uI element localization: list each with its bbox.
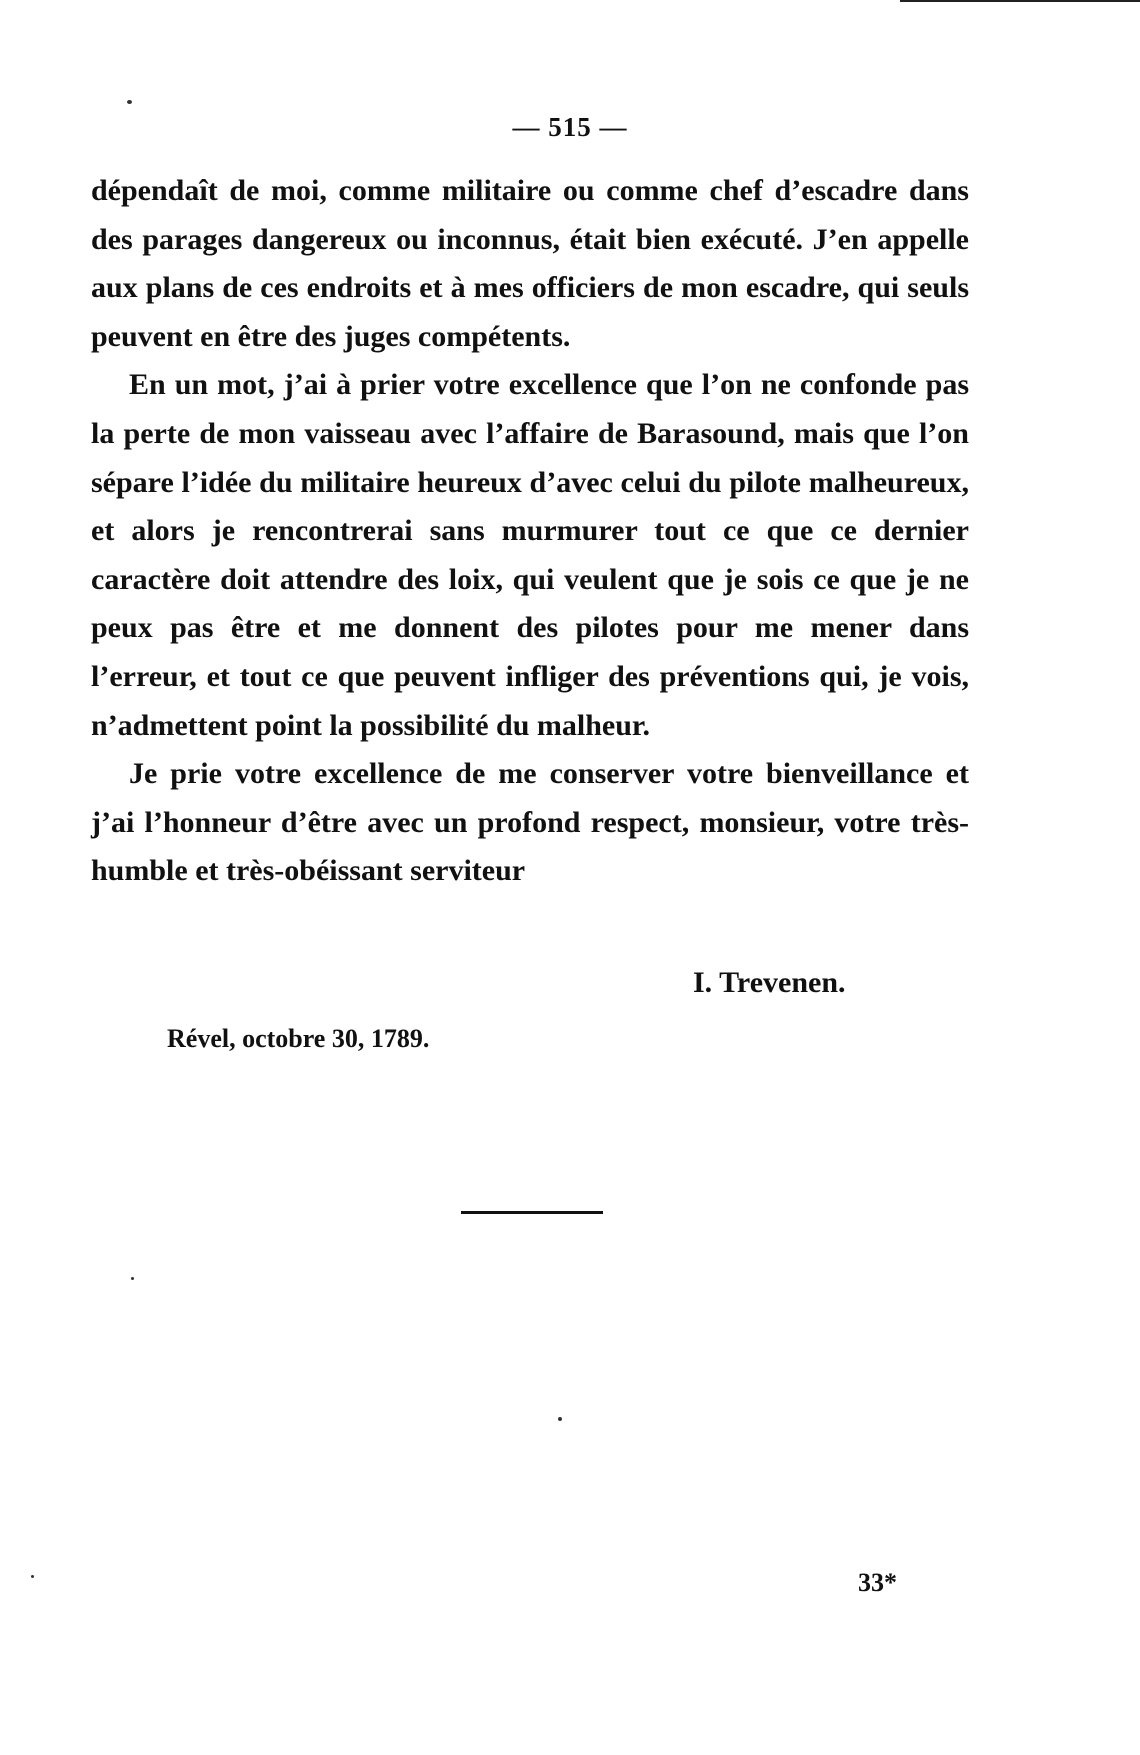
- page-number: — 515 —: [512, 112, 628, 142]
- closing-rule: [461, 1211, 603, 1214]
- letter-body: [91, 167, 969, 896]
- top-edge-rule: [900, 0, 1140, 2]
- printer-signature-mark: 33*: [858, 1568, 897, 1597]
- ink-speck: [127, 100, 132, 104]
- paragraph: En un mot, j’ai à prier votre excellence que l’on ne confonde pas la perte de mon vaisseau avec l’affaire de Barasound, mais que l’on sépare l’idée du militaire heureux d’avec celui du pilote malheureux, et alors je rencontrerai sans murmurer tout ce que ce dernier caractère doit attendre des loix, qui veulent que je sois ce que je ne peux pas être et me donnent des pilotes pour me mener dans l’erreur, et tout ce que peuvent infliger des préventions qui, je vois, n’admettent point la possibilité du malheur.: [91, 368, 969, 742]
- ink-speck: [558, 1417, 562, 1421]
- ink-speck: [131, 1277, 134, 1280]
- paragraph: Je prie votre excellence de me conserver votre bienveillance et j’ai l’honneur d’être avec un profond respect, monsieur, votre très-humble et très-obéissant serviteur: [91, 757, 969, 888]
- signature: I. Trevenen.: [693, 966, 846, 999]
- paragraph: dépendaît de moi, comme militaire ou comme chef d’escadre dans des parages dangereux ou inconnus, était bien exécuté. J’en appelle aux plans de ces endroits et à mes officiers de mon escadre, qui seuls peuvent en être des juges compétents.: [91, 174, 969, 353]
- place-date: Rével, octobre 30, 1789.: [167, 1024, 430, 1053]
- ink-speck: [31, 1575, 34, 1578]
